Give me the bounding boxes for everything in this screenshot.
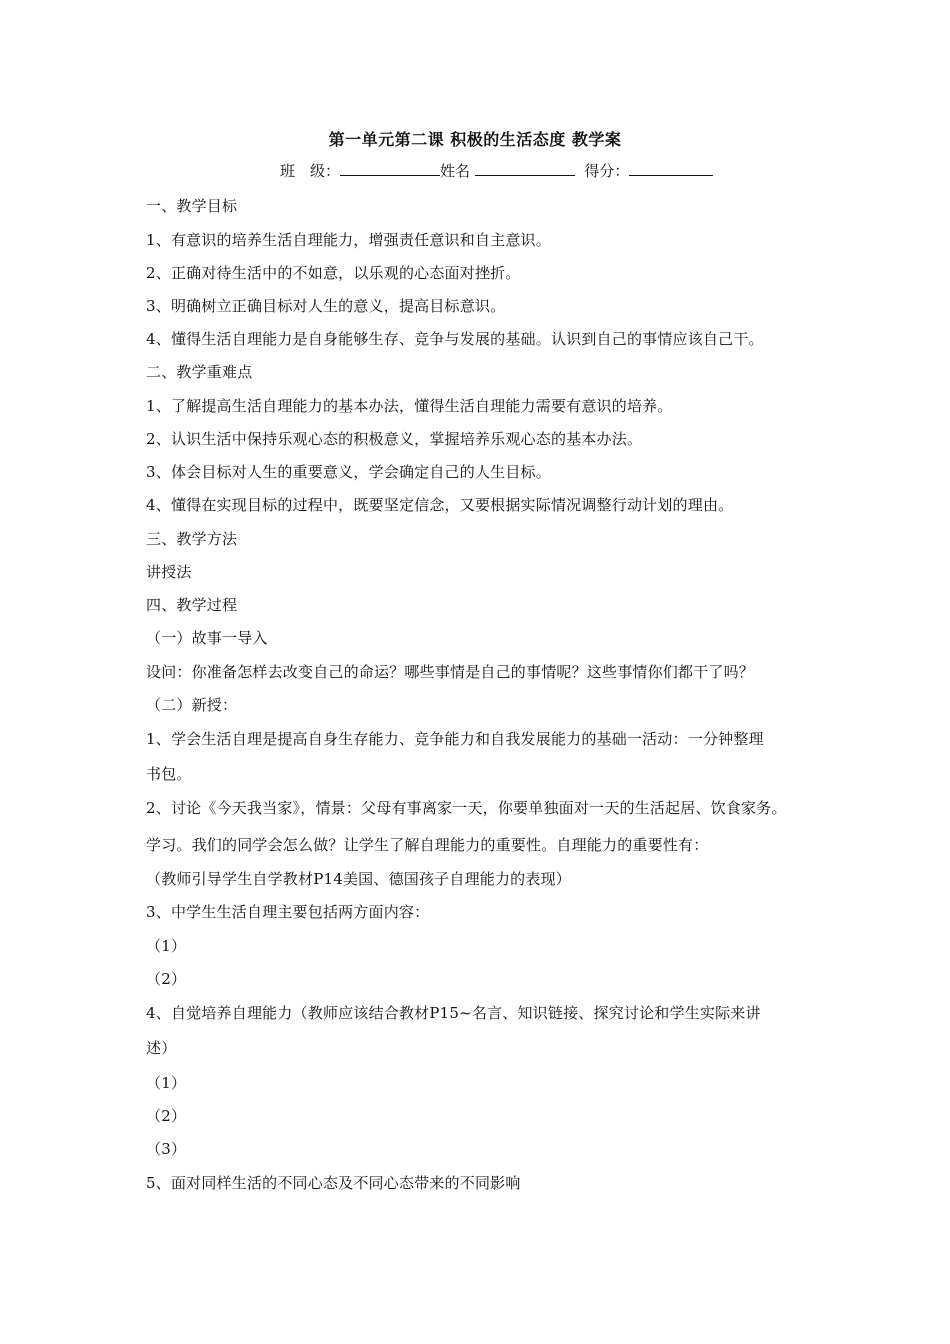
section-heading-methods: 三、教学方法 xyxy=(146,530,238,548)
lesson-item-1-cont: 书包。 xyxy=(146,765,192,783)
student-info-line xyxy=(280,160,713,181)
question-text: 设问：你准备怎样去改变自己的命运？哪些事情是自己的事情呢？这些事情你们都干了吗？ xyxy=(146,663,755,681)
lesson-item-4-sub-3: （3） xyxy=(146,1140,187,1158)
page-title: 第一单元第二课 积极的生活态度 教学案 xyxy=(328,130,622,149)
lesson-item-3-sub-2: （2） xyxy=(146,970,187,988)
method-text: 讲授法 xyxy=(146,563,192,581)
objective-item-2: 2、正确对待生活中的不如意，以乐观的心态面对挫折。 xyxy=(146,264,521,282)
score-label: 得分： xyxy=(584,162,630,180)
lesson-item-1: 1、学会生活自理是提高自身生存能力、竞争能力和自我发展能力的基础一活动：一分钟整理 xyxy=(146,730,764,748)
section-heading-process: 四、教学过程 xyxy=(146,596,238,614)
name-blank[interactable] xyxy=(475,161,575,176)
objective-item-3: 3、明确树立正确目标对人生的意义，提高目标意识。 xyxy=(146,297,506,315)
lesson-item-3-sub-1: （1） xyxy=(146,937,187,955)
lesson-item-3: 3、中学生生活自理主要包括两方面内容： xyxy=(146,903,430,921)
objective-item-4: 4、懂得生活自理能力是自身能够生存、竞争与发展的基础。认识到自己的事情应该自己干。 xyxy=(146,330,764,348)
score-blank[interactable] xyxy=(629,161,713,176)
lesson-item-5: 5、面对同样生活的不同心态及不同心态带来的不同影响 xyxy=(146,1174,521,1192)
lesson-item-4-sub-1: （1） xyxy=(146,1074,187,1092)
section-heading-objectives: 一、教学目标 xyxy=(146,197,238,215)
key-point-item-4: 4、懂得在实现目标的过程中，既要坚定信念，又要根据实际情况调整行动计划的理由。 xyxy=(146,496,734,514)
lesson-note: （教师引导学生自学教材P14美国、德国孩子自理能力的表现） xyxy=(146,870,571,888)
key-point-item-3: 3、体会目标对人生的重要意义，学会确定自己的人生目标。 xyxy=(146,463,551,481)
subheading-new-lesson: （二）新授： xyxy=(146,696,238,714)
class-blank[interactable] xyxy=(340,161,440,176)
section-heading-key-points: 二、教学重难点 xyxy=(146,363,253,381)
lesson-item-2-cont: 学习。我们的同学会怎么做？让学生了解自理能力的重要性。自理能力的重要性有： xyxy=(146,836,709,854)
objective-item-1: 1、有意识的培养生活自理能力，增强责任意识和自主意识。 xyxy=(146,231,551,249)
name-label: 姓名 xyxy=(440,162,471,180)
key-point-item-1: 1、了解提高生活自理能力的基本办法，懂得生活自理能力需要有意识的培养。 xyxy=(146,397,673,415)
subheading-intro: （一）故事一导入 xyxy=(146,629,268,647)
class-label: 班 级： xyxy=(280,162,341,180)
lesson-item-4-sub-2: （2） xyxy=(146,1107,187,1125)
lesson-item-4: 4、自觉培养自理能力（教师应该结合教材P15~名言、知识链接、探究讨论和学生实际来讲 xyxy=(146,1004,761,1022)
lesson-item-4-cont: 述） xyxy=(146,1039,177,1057)
key-point-item-2: 2、认识生活中保持乐观心态的积极意义，掌握培养乐观心态的基本办法。 xyxy=(146,430,643,448)
lesson-item-2: 2、讨论《今天我当家》，情景：父母有事离家一天，你要单独面对一天的生活起居、饮食家务。 xyxy=(146,799,787,817)
